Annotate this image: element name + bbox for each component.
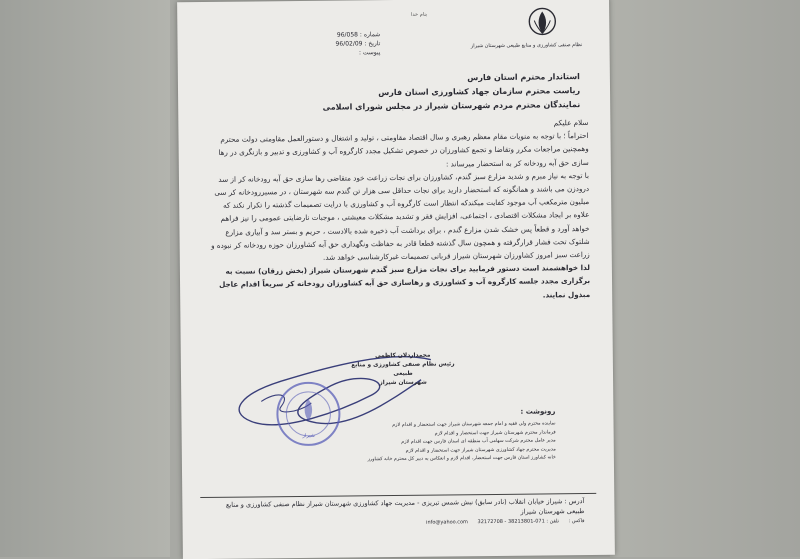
- cc-item: نماینده محترم ولی فقیه و امام جمعه شهرستان شیراز جهت استحضار و اقدام لازم: [392, 421, 556, 429]
- cc-item: خانه کشاورز استان فارس جهت استحضار، اقدام لازم و انعکاس به دبیر کل محترم خانه کشاورز: [367, 455, 556, 463]
- paragraph-request: لذا خواهشمند است دستور فرمایید برای نجات مزارع سبز گندم شهرستان شیراز (بخش زرقان) نسبت به برگزاری مجدد جلسه کارگروه آب و کشاورزی و رهاسازی حق آبه کشاورزان رودخانه کر سریعاً اقدام عاجل مبذول نمایند.: [219, 263, 591, 300]
- number-value: 96/058: [336, 31, 359, 39]
- cc-item: فرماندار محترم شهرستان شیراز جهت استحضار و اقدام لازم: [434, 429, 556, 437]
- addressee-line: نمایندگان محترم مردم شهرستان شیراز در مجلس شورای اسلامی: [322, 100, 581, 112]
- number-label: شماره :: [359, 31, 381, 39]
- letter-paper: [177, 0, 615, 559]
- addressee-line: ریاست محترم سازمان جهاد کشاورزی استان فارس: [378, 86, 581, 98]
- letter-meta: [335, 30, 380, 57]
- cc-item: مدیر عامل محترم شرکت سهامی آب منطقه ای استان فارس جهت اقدام لازم: [401, 438, 556, 446]
- addressees: [250, 70, 580, 115]
- addressee-line: استاندار محترم استان فارس: [467, 72, 580, 83]
- footer-fax: فاکس :: [568, 518, 585, 525]
- org-logo-icon: [527, 6, 557, 40]
- footer-address: آدرس : شیراز خیابان انقلاب (نادر سابق) نبش شمس تبریزی - مدیریت جهاد کشاورزی شهرستان شیراز نظام صنفی کشاورزی و منابع طبیعی شهرستان شیراز: [225, 497, 585, 516]
- motto: بنام خدا: [410, 11, 428, 18]
- footer-contact: [213, 518, 585, 528]
- date-label: تاریخ :: [364, 40, 381, 48]
- signature-block: [343, 351, 463, 388]
- org-name: نظام صنفی کشاورزی و منابع طبیعی شهرستان شیراز: [470, 42, 583, 50]
- greeting: سلام علیکم: [553, 117, 589, 128]
- letter-body: [206, 116, 590, 305]
- cc-list: [346, 420, 556, 465]
- attachment-label: پیوست :: [358, 49, 381, 57]
- stamp-text: شیراز: [302, 432, 315, 439]
- signer-city: شهرستان شیراز: [379, 379, 427, 387]
- background-right: [610, 0, 800, 557]
- paragraph-main: با توجه به نیاز مبرم و شدید مزارع سبز گندم، کشاورزان برای نجات زراعت خود متقاضی رها سازی حق آبه رودخانه کر از سد درودزن می باشند و همانگونه که استحضار دارید برای نجات حداقل سی هزار تن گندم سه شهرستان ، در مسیررودخانه کر سی میلیون مترمکعب آب موجود کفایت میکندکه انتظار است کارگروه آب و کشاورزی با درایت تصمیمات گذشته را تکرار نکند که علاوه بر ایجاد مشکلات اقتصادی ، اجتماعی، افزایش فقر و تشدید مشکلات معیشتی ، موجبات نارضایتی عمومی را نیز فراهم خواهد آورد و قطعاً پس خشک شدن مزارع گندم ، برای برداشت آب ذخیره شده بالادست ، حریم و بستر سد و آبیاری مزارع شلتوک تحت فشار قرارگرفته و همچون سال گذشته قطعا قادر به حفاظت ونگهداری حق آبه کشاورزان حوزه رودخانه کر نبوده و زراعت سبز امروز کشاورزان شهرستان شیراز قربانی تصمیمات غیرکارشناسی خواهد شد.: [211, 170, 590, 262]
- cc-title: رونوشت :: [520, 407, 556, 416]
- paragraph-intro: احتراماً ؛ با توجه به منویات مقام معظم رهبری و سال اقتصاد مقاومتی ، تولید و اشتغال و دستورالعمل مقاومتی دولت محترم وهمچنین مراجعات مکرر وتقاضا و تجمع کشاورزان در خصوص تشکیل مجدد کارگروه آب و کشاورزی و تدبیر و بازنگری در رها سازی حق آبه رودخانه کر به استحضار میرساند :: [218, 131, 589, 169]
- footer-email: info@yahoo.com: [426, 519, 468, 526]
- footer-phone: تلفن : 071-38213801 - 32172708: [477, 518, 560, 526]
- signer-title: رئیس نظام صنفی کشاورزی و منابع طبیعی: [351, 361, 455, 378]
- date-value: 96/02/09: [335, 40, 363, 48]
- background-left: [0, 0, 170, 557]
- cc-item: مدیریت محترم جهاد کشاورزی شهرستان شیراز جهت استحضار و اقدام لازم: [405, 447, 556, 454]
- signer-name: محمداردلان کاظمی: [375, 352, 431, 360]
- official-stamp-icon: [273, 379, 344, 450]
